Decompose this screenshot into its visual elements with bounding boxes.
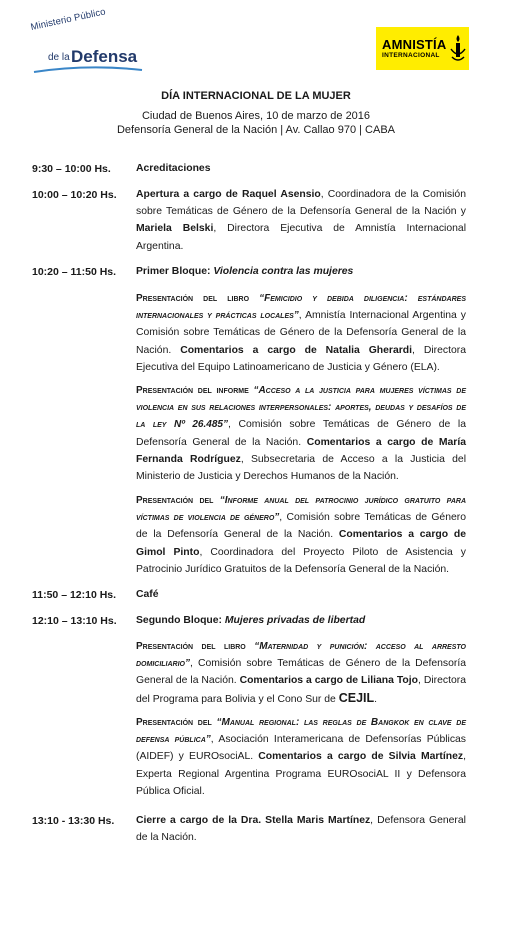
logo-text-internacional: INTERNACIONAL <box>382 51 440 59</box>
presentation-item: Presentación del libro “Femicidio y debida diligencia: estándares internacionales y prácticas locales”, Amnistía Internacional Argentina y Comisión sobre Temáticas de Género de la Defensoría General de la Nación. Comentarios a cargo de Natalia Gherardi, Directora Ejecutiva del Equipo Latinoamericano de Justicia y Género (ELA). <box>136 293 466 373</box>
time-slot: 10:00 – 10:20 Hs. <box>32 189 117 201</box>
time-slot: 12:10 – 13:10 Hs. <box>32 615 117 627</box>
event-venue: Defensoría General de la Nación | Av. Callao 970 | CABA <box>116 124 396 136</box>
time-slot: 10:20 – 11:50 Hs. <box>32 266 117 278</box>
ministerio-publico-logo <box>28 6 146 72</box>
opening-paragraph: Apertura a cargo de Raquel Asensio, Coordinadora de la Comisión sobre Temáticas de Género de la Defensoría General de la Nación y Mariela Belski, Directora Ejecutiva de Amnistía Internacional Argentina. <box>136 189 466 252</box>
logo-text-amnistia: AMNISTÍA <box>382 36 447 52</box>
block-title: Segundo Bloque: Mujeres privadas de libertad <box>136 615 366 626</box>
swoosh-icon <box>32 66 144 74</box>
logo-text-dela: de la <box>48 52 70 63</box>
block-title: Primer Bloque: Violencia contra las mujeres <box>136 266 354 277</box>
candle-icon <box>450 33 466 65</box>
time-slot: 11:50 – 12:10 Hs. <box>32 589 117 601</box>
presentation-item: Presentación del “Manual regional: las reglas de Bangkok en clave de defensa pública”, Asociación Interamericana de Defensorías Públicas (AIDEF) y EUROsociAL. Comentarios a cargo de Silvia Martínez, Experta Regional Argentina Programa EUROsociAL II y Defensora Pública Oficial. <box>136 717 467 797</box>
logo-text-defensa: Defensa <box>71 47 138 66</box>
slot-label: Acreditaciones <box>136 163 211 174</box>
page-title: DÍA INTERNACIONAL DE LA MUJER <box>161 90 351 102</box>
time-slot: 13:10 - 13:30 Hs. <box>32 815 115 827</box>
event-date: Ciudad de Buenos Aires, 10 de marzo de 2016 <box>141 110 371 122</box>
slot-label: Café <box>136 589 159 600</box>
presentation-item: Presentación del “Informe anual del patrocinio jurídico gratuito para víctimas de violencia de género”, Comisión sobre Temáticas de Género de la Defensoría General de la Nación. Comentarios a cargo de Gimol Pinto, Coordinadora del Proyecto Piloto de Asistencia y Patrocinio Jurídico Gratuitos de la Defensoría General de la Nación. <box>136 495 466 575</box>
amnistia-logo <box>376 27 469 70</box>
time-slot: 9:30 – 10:00 Hs. <box>32 163 111 175</box>
closing-paragraph: Cierre a cargo de la Dra. Stella Maris Martínez, Defensora General de la Nación. <box>136 815 466 844</box>
logo-text-ministerio: Ministerio Público <box>29 6 107 33</box>
presentation-item: Presentación del libro “Maternidad y punición: acceso al arresto domiciliario”, Comisión sobre Temáticas de Género de la Defensoría General de la Nación. Comentarios a cargo de Liliana Tojo, Directora del Programa para Bolivia y el Cono Sur de CEJIL. <box>136 641 467 705</box>
presentation-item: Presentación del informe “Acceso a la justicia para mujeres víctimas de violencia en sus relaciones interpersonales: aportes, deudas y desafíos de la ley Nº 26.485”, Comisión sobre Temáticas de Género de la Defensoría General de la Nación. Comentarios a cargo de María Fernanda Rodríguez, Subsecretaria de Acceso a la Justicia del Ministerio de Justicia y Derechos Humanos de la Nación. <box>136 385 467 483</box>
